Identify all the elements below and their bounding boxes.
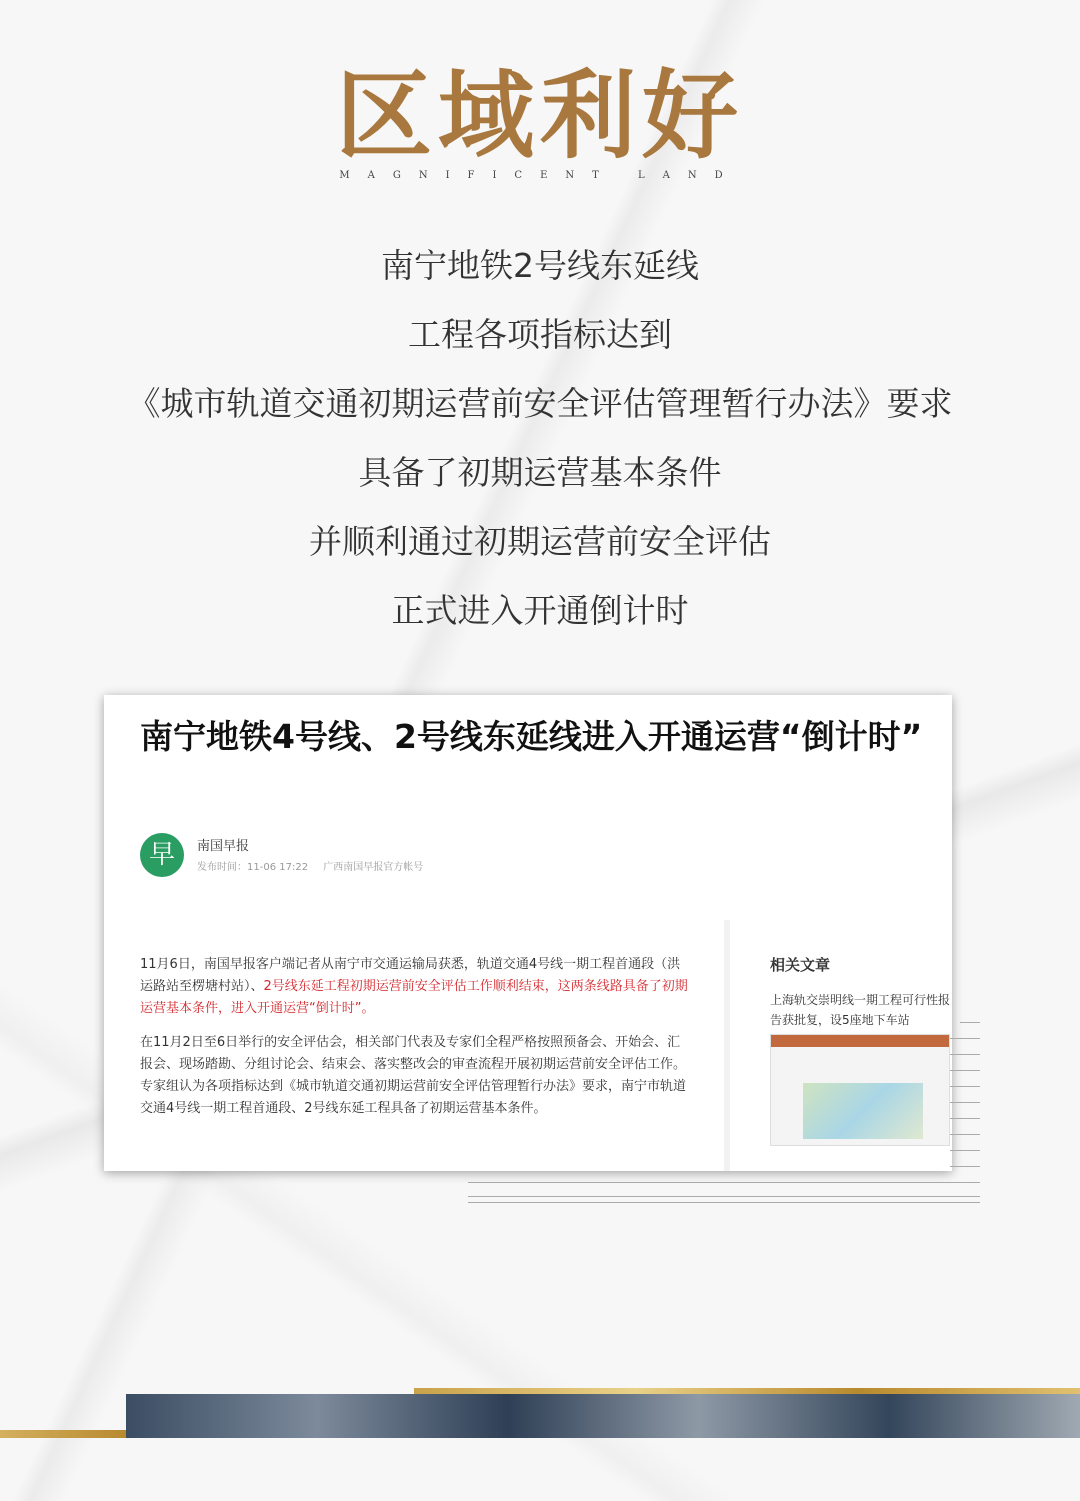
- paragraph-text: 11月6日，南国早报客户端记者从南宁市交通运输局获悉，轨道交通4号线一期工程首通段（洪运路站至楞塘村站）、: [140, 957, 681, 994]
- article-paragraph: 在11月2日至6日举行的安全评估会，相关部门代表及专家们全程严格按照预备会、开始会、汇报会、现场踏勘、分组讨论会、结束会、落实整改会的审查流程开展初期运营前安全评估工作。专家组认为各项指标达到《城市轨道交通初期运营前安全评估管理暂行办法》要求，南宁市轨道交通4号线一期工程首通段、2号线东延工程具备了初期运营基本条件。: [140, 1035, 687, 1116]
- author-avatar[interactable]: 早: [140, 833, 184, 877]
- decorative-stripes: [468, 1022, 980, 1212]
- gold-decor-left: [0, 1430, 126, 1438]
- news-header: [104, 695, 952, 920]
- intro-line: 工程各项指标达到: [408, 315, 672, 354]
- news-meta: [197, 858, 435, 873]
- page-title: 区域利好: [336, 59, 744, 172]
- intro-line: 并顺利通过初期运营前安全评估: [309, 522, 771, 561]
- highlighted-text: 2号线东延工程初期运营前安全评估工作顺利结束，这两条线路具备了初期运营基本条件，进入开通运营“倒计时”。: [140, 979, 688, 1016]
- publish-time: 发布时间：11-06 17:22: [197, 862, 309, 873]
- intro-line: 具备了初期运营基本条件: [358, 453, 722, 492]
- related-title: 相关文章: [770, 956, 831, 974]
- intro-line: 南宁地铁2号线东延线: [381, 246, 699, 285]
- author-name[interactable]: 南国早报: [197, 839, 250, 854]
- source-account: 广西南国早报官方帐号: [323, 862, 424, 873]
- page-subtitle: MAGNIFICENT LAND: [339, 170, 741, 181]
- intro-lines: [0, 240, 1080, 654]
- marble-decor-band: [126, 1394, 1080, 1438]
- article-paragraph: [140, 954, 688, 1020]
- news-headline[interactable]: 南宁地铁4号线、2号线东延线进入开通运营“倒计时”: [140, 717, 923, 756]
- intro-line: 正式进入开通倒计时: [391, 591, 689, 630]
- related-article-link[interactable]: 上海轨交崇明线一期工程可行性报告获批复，设5座地下车站: [770, 993, 951, 1027]
- intro-line: 《城市轨道交通初期运营前安全评估管理暂行办法》要求: [127, 384, 953, 423]
